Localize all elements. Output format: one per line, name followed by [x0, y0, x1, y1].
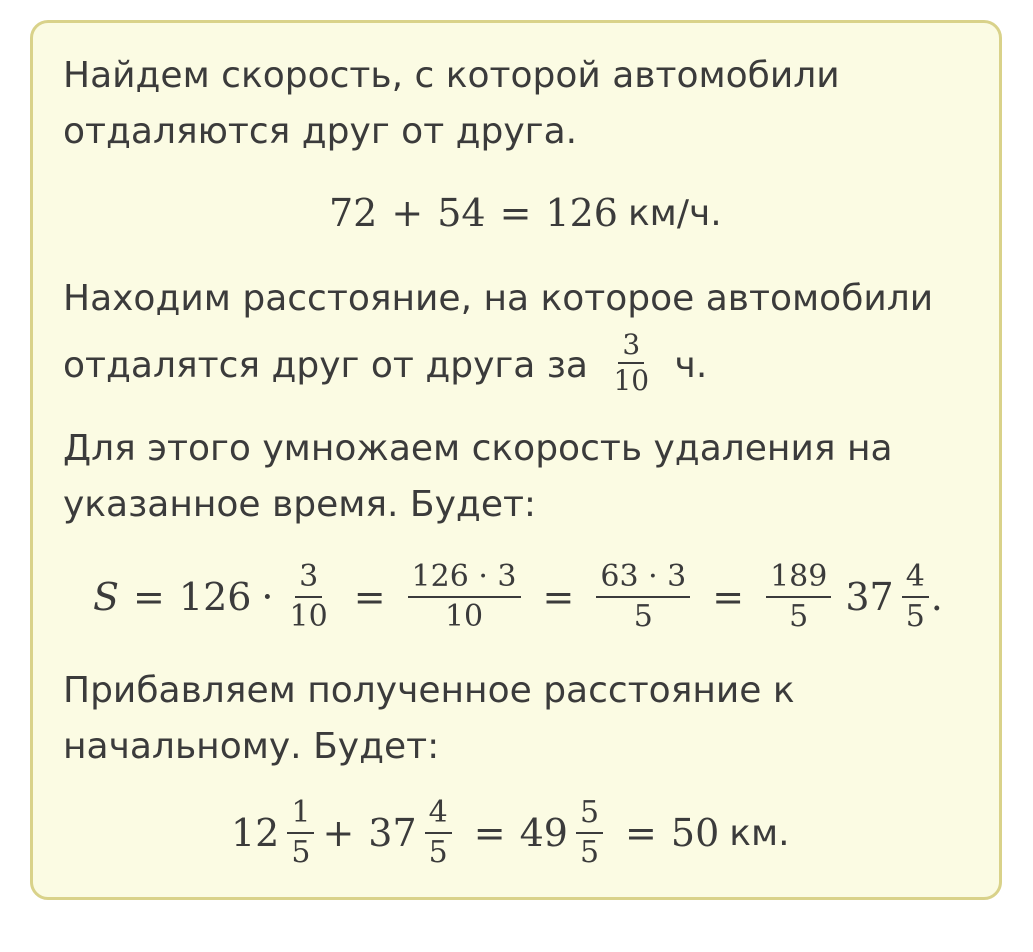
paragraph-speed	[63, 48, 983, 160]
equals-sign: =	[625, 811, 657, 855]
plus-sign: +	[322, 811, 355, 855]
text-line: Найдем скорость, с которой автомобили	[63, 55, 840, 96]
fraction-numerator: 4	[902, 560, 929, 598]
mixed-whole: 49	[519, 811, 568, 855]
text-line: начальному. Будет:	[63, 726, 440, 767]
equals-sign: =	[473, 811, 506, 855]
text-line: Прибавляем полученное расстояние к	[63, 670, 795, 711]
fraction	[408, 560, 521, 634]
fraction-numerator: 3	[295, 560, 322, 598]
fraction-numerator: 126 · 3	[408, 560, 521, 598]
fraction-denominator: 5	[633, 599, 653, 634]
period: .	[930, 575, 943, 619]
mixed-whole: 37	[368, 811, 417, 855]
math-number: 126	[545, 191, 618, 235]
text-line-with-fraction	[63, 328, 983, 401]
unit-label: км/ч.	[627, 192, 722, 234]
math-number: 72	[329, 191, 378, 235]
fraction	[287, 796, 314, 870]
text-line: отдаляются друг от друга.	[63, 111, 578, 152]
plus-sign: +	[391, 191, 424, 235]
fraction	[902, 560, 929, 634]
paragraph-multiply	[63, 421, 983, 533]
equals-sign: =	[712, 575, 745, 619]
paragraph-distance	[63, 271, 983, 401]
fraction-denominator: 5	[291, 835, 311, 870]
fraction-numerator: 189	[766, 560, 831, 598]
paragraph-sum	[63, 663, 983, 775]
fraction-denominator: 5	[428, 835, 448, 870]
fraction-numerator: 63 · 3	[596, 560, 690, 598]
equals-sign: =	[499, 191, 532, 235]
fraction	[596, 560, 690, 634]
fraction-denominator: 10	[289, 599, 328, 634]
fraction-numerator: 1	[287, 796, 314, 834]
equation-distance	[93, 557, 943, 637]
math-variable: S	[93, 575, 120, 619]
fraction-numerator: 5	[576, 796, 603, 834]
fraction	[766, 560, 831, 634]
math-number: 54	[437, 191, 486, 235]
fraction	[576, 796, 603, 870]
mixed-whole: 37	[845, 575, 894, 619]
fraction	[425, 796, 452, 870]
equation-speed	[329, 185, 722, 241]
solution-card	[30, 20, 1002, 900]
text-fragment: отдалятся друг от друга за	[63, 345, 588, 386]
fraction	[286, 560, 332, 634]
math-number: 50	[670, 811, 720, 855]
text-line: Находим расстояние, на которое автомобили	[63, 278, 934, 319]
fraction-denominator: 5	[905, 599, 925, 634]
fraction-numerator: 4	[425, 796, 452, 834]
equation-total	[231, 793, 790, 873]
text-line: Для этого умножаем скорость удаления на	[63, 428, 893, 469]
dot-sign: ·	[261, 575, 274, 619]
mixed-whole: 12	[231, 811, 280, 855]
equals-sign: =	[353, 575, 386, 619]
fraction-denominator: 10	[444, 599, 484, 634]
math-number: 126	[178, 575, 252, 619]
equals-sign: =	[542, 575, 575, 619]
fraction-numerator: 3	[618, 329, 644, 364]
fraction	[609, 329, 653, 397]
fraction-denominator: 5	[579, 835, 600, 870]
text-line: указанное время. Будет:	[63, 484, 537, 525]
equals-sign: =	[133, 575, 165, 619]
unit-label: км.	[729, 812, 790, 854]
text-fragment: ч.	[674, 345, 708, 386]
fraction-denominator: 10	[613, 364, 650, 397]
fraction-denominator: 5	[789, 599, 809, 634]
